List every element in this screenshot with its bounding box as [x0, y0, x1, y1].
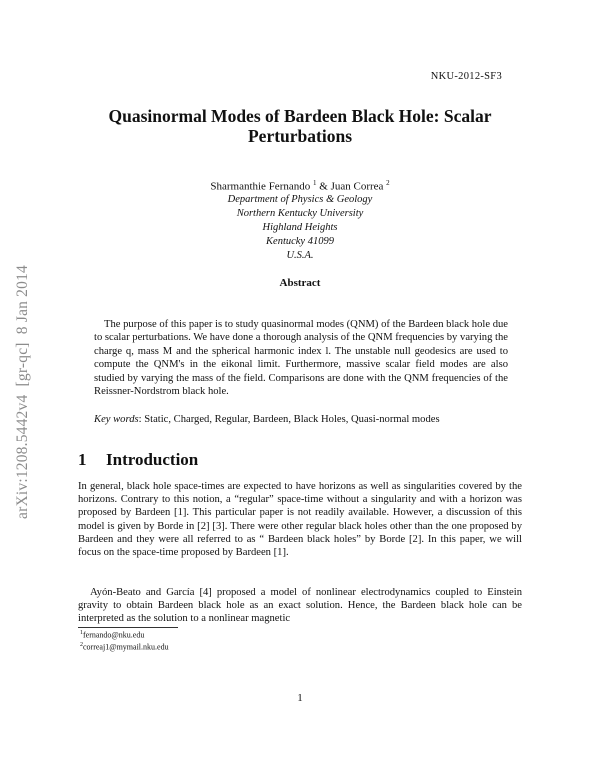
keywords-text: : Static, Charged, Regular, Bardeen, Black Holes, Quasi-normal modes — [138, 414, 440, 425]
affiliation-university: Northern Kentucky University — [236, 208, 364, 219]
affiliation-country: U.S.A. — [286, 250, 314, 261]
affiliation-department: Department of Physics & Geology — [227, 194, 373, 205]
abstract-text: The purpose of this paper is to study quasinormal modes (QNM) of the Bardeen black hole due to scalar perturbations. We have done a thorough analysis of the QNM frequencies by varying the charge q, mass M and the spherical harmonic index l. The unstable null geodesics are used to compute the QNM's in the eikonal limit. Furthermore, massive scalar field modes are also studied by varying the mass of the field. Comparisons are done with the QNM frequencies of the Reissner-Nordstrom black hole. — [94, 319, 508, 398]
abstract-heading: Abstract — [279, 277, 321, 289]
author-line — [150, 179, 450, 193]
author-separator: & — [316, 180, 331, 193]
intro-paragraph-1: In general, black hole space-times are expected to have horizons as well as singularities covered by the horizons. Contrary to this notion, a “regular” space-time without a singularity and with a horizon was proposed by Bardeen [1]. This particular paper is not readily available. However, a discussion of this model is given by Borde in [2] [3]. There were other regular black holes other than the one proposed by Bardeen and they were all referred to as “ Bardeen black holes” by Borde [2]. In this paper, we will focus on the space-time proposed by Bardeen [1]. — [78, 481, 522, 559]
title-line-2: Perturbations — [247, 126, 353, 146]
author-1: Sharmanthie Fernando — [210, 180, 311, 193]
keywords — [94, 414, 508, 425]
page-number: 1 — [297, 692, 303, 704]
keywords-label: Key words — [94, 414, 139, 425]
footnote-1-email: fernando@nku.edu — [83, 630, 145, 640]
footnote-1-mark: 1 — [80, 630, 83, 636]
footnote-mark-1: 1 — [313, 179, 317, 187]
footnote-1 — [80, 630, 144, 640]
footnote-mark-2: 2 — [386, 179, 390, 187]
footnote-2-email: correaj1@mymail.nku.edu — [83, 642, 169, 652]
intro-paragraph-2: Ayón-Beato and García [4] proposed a model of nonlinear electrodynamics coupled to Einstein gravity to obtain Bardeen black hole as an exact solution. Hence, the Bardeen black hole can be interpreted as the solution to a nonlinear magnetic — [78, 587, 522, 625]
affiliation-city: Highland Heights — [262, 222, 338, 233]
section-number: 1 — [78, 450, 87, 469]
author-2: Juan Correa — [330, 180, 384, 193]
footnote-2 — [80, 642, 169, 652]
affiliation-state: Kentucky 41099 — [266, 236, 334, 247]
arxiv-stamp: arXiv:1208.5442v4 [gr-qc] 8 Jan 2014 — [14, 265, 31, 519]
section-heading — [78, 450, 198, 470]
title-line-1: Quasinormal Modes of Bardeen Black Hole: Scalar — [108, 106, 492, 126]
report-number: NKU-2012-SF3 — [430, 71, 502, 82]
section-title: Introduction — [106, 450, 199, 469]
footnote-2-mark: 2 — [80, 642, 83, 648]
paper-title — [70, 106, 530, 146]
footnote-rule — [78, 627, 178, 628]
